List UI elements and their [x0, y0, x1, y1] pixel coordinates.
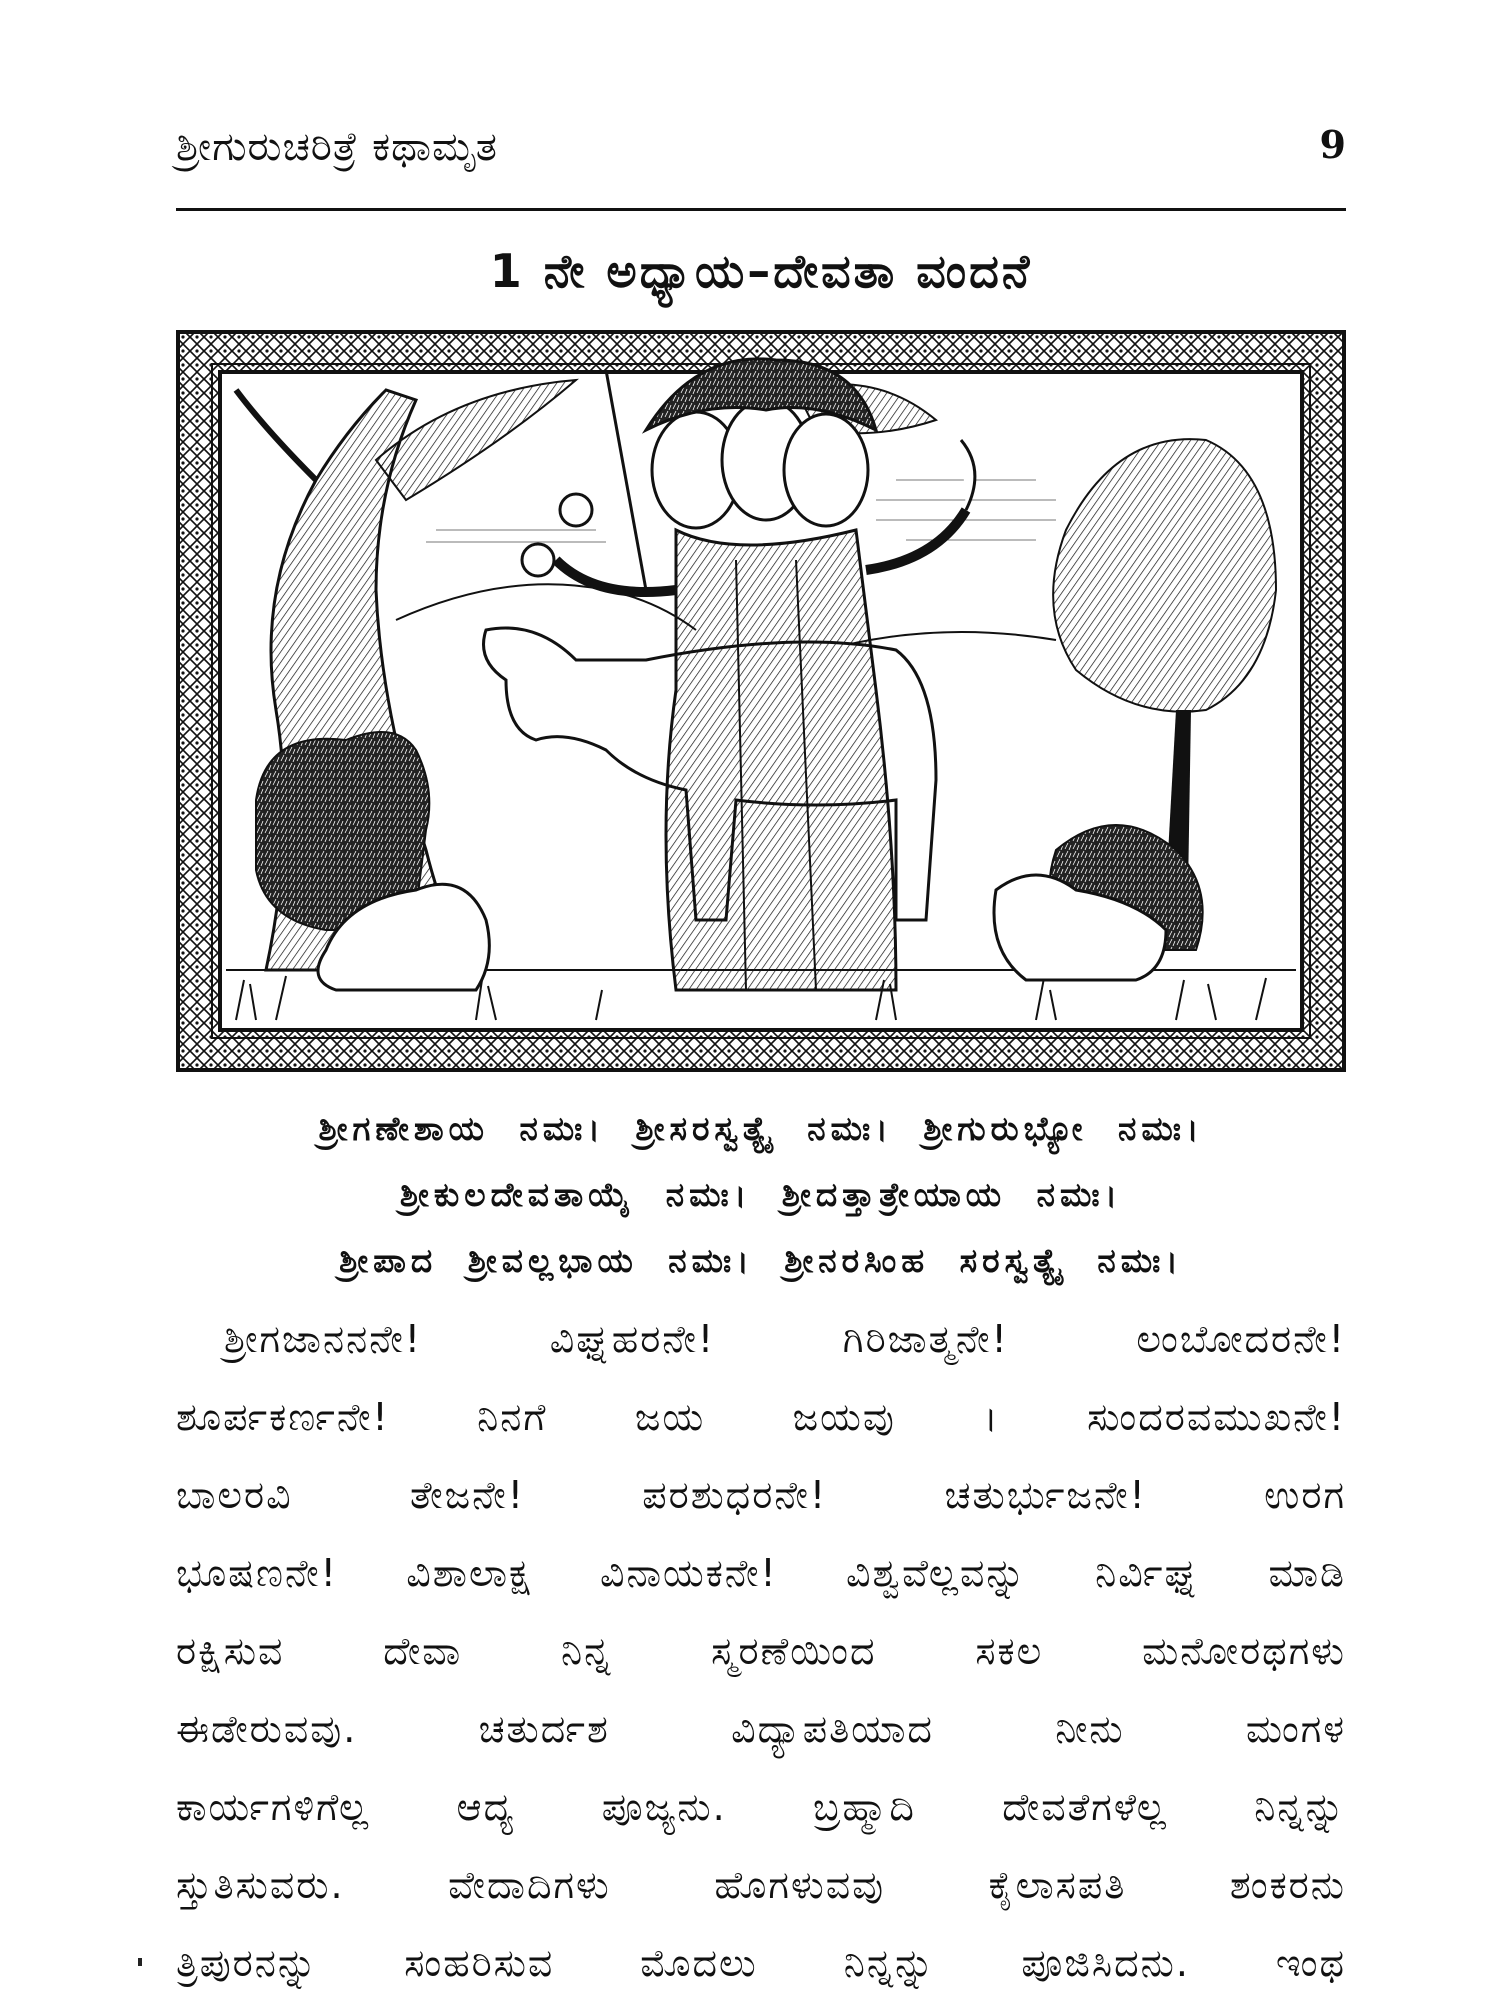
- body-line: ಈಡೇರುವವು. ಚತುರ್ದಶ ವಿದ್ಯಾಪತಿಯಾದ ನೀನು ಮಂಗಳ: [176, 1707, 1346, 1751]
- body-line: ರಕ್ಷಿಸುವ ದೇವಾ ನಿನ್ನ ಸ್ಮರಣೆಯಿಂದ ಸಕಲ ಮನೋರಥಗಳು: [176, 1629, 1346, 1673]
- body-line: ಬಾಲರವಿ ತೇಜನೇ! ಪರಶುಧರನೇ! ಚತುರ್ಭುಜನೇ! ಉರಗ: [176, 1473, 1346, 1517]
- body-line: ಶೂರ್ಪಕರ್ಣನೇ! ನಿನಗೆ ಜಯ ಜಯವು । ಸುಂದರವಮುಖನೇ!: [176, 1395, 1346, 1439]
- mantra-line: ಶ್ರೀಕುಲದೇವತಾಯೈ ನಮಃ। ಶ್ರೀದತ್ತಾತ್ರೇಯಾಯ ನಮಃ।: [399, 1175, 1123, 1214]
- body-line: ಭೂಷಣನೇ! ವಿಶಾಲಾಕ್ಷ ವಿನಾಯಕನೇ! ವಿಶ್ವವೆಲ್ಲವನ್ನು ನಿರ್ವಿಘ್ನ ಮಾಡಿ: [176, 1551, 1346, 1595]
- book-title: ಶ್ರೀಗುರುಚರಿತ್ರೆ ಕಥಾಮೃತ: [176, 124, 498, 170]
- body-line: ತ್ರಿಪುರನನ್ನು ಸಂಹರಿಸುವ ಮೊದಲು ನಿನ್ನನ್ನು ಪೂಜಿಸಿದನು. ಇಂಥ: [176, 1941, 1346, 1985]
- mantra-line: ಶ್ರೀಗಣೇಶಾಯ ನಮಃ। ಶ್ರೀಸರಸ್ವತ್ಯೈ ನಮಃ। ಶ್ರೀಗುರುಭ್ಯೋ ನಮಃ।: [318, 1109, 1204, 1148]
- chapter-title: 1 ನೇ ಅಧ್ಯಾಯ–ದೇವತಾ ವಂದನೆ: [489, 244, 1033, 298]
- body-line: ಸ್ತುತಿಸುವರು. ವೇದಾದಿಗಳು ಹೊಗಳುವವು ಕೈಲಾಸಪತಿ ಶಂಕರನು: [176, 1863, 1346, 1907]
- dattatreya-illustration: [176, 330, 1346, 1072]
- mantra-block: [176, 1096, 1346, 1294]
- page-header: [176, 118, 1346, 188]
- body-paragraph: [176, 1300, 1346, 2002]
- print-speck: [138, 1958, 142, 1966]
- header-divider: [176, 208, 1346, 211]
- mantra-line: ಶ್ರೀಪಾದ ಶ್ರೀವಲ್ಲಭಾಯ ನಮಃ। ಶ್ರೀನರಸಿಂಹ ಸರಸ್ವತ್ಯೈ ನಮಃ।: [339, 1241, 1183, 1280]
- body-line: ಕಾರ್ಯಗಳಿಗೆಲ್ಲ ಆದ್ಯ ಪೂಜ್ಯನು. ಬ್ರಹ್ಮಾದಿ ದೇವತೆಗಳೆಲ್ಲ ನಿನ್ನನ್ನು: [176, 1785, 1346, 1829]
- body-line: ಶ್ರೀಗಜಾನನನೇ! ವಿಘ್ನಹರನೇ! ಗಿರಿಜಾತ್ಮನೇ! ಲಂಬೋದರನೇ!: [224, 1317, 1346, 1361]
- page-number: 9: [1319, 122, 1346, 167]
